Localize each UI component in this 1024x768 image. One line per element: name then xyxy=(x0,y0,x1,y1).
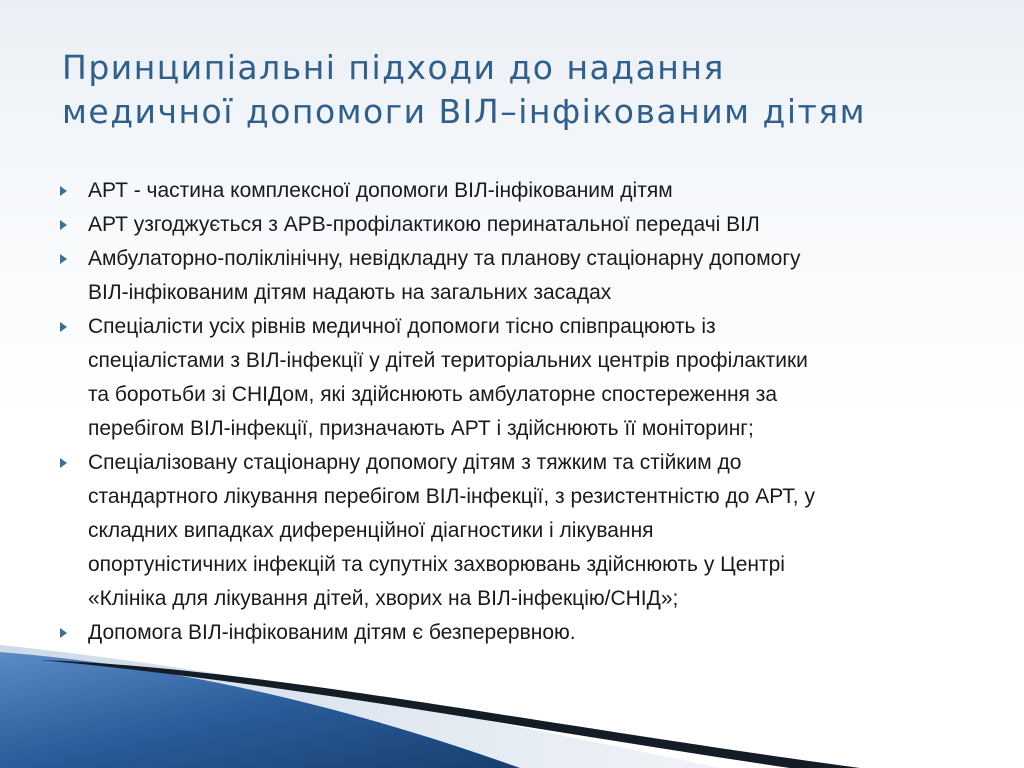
bullet-text: стандартного лікування перебігом ВІЛ-інфекції, з резистентністю до АРТ, у xyxy=(88,485,815,508)
bullet-text: перебігом ВІЛ-інфекції, призначають АРТ і здійснюють її моніторинг; xyxy=(88,417,754,440)
slide-title xyxy=(62,46,982,134)
bullet-item xyxy=(58,174,998,208)
triangle-bullet-icon xyxy=(60,628,67,638)
slide-title-line-2: медичної допомоги ВІЛ–інфікованим дітям xyxy=(62,92,866,131)
bullet-list xyxy=(58,174,998,650)
bullet-text: спеціалістами з ВІЛ-інфекції у дітей територіальних центрів профілактики xyxy=(88,349,808,372)
bullet-item xyxy=(58,446,998,616)
triangle-bullet-icon xyxy=(60,322,67,332)
bullet-item xyxy=(58,208,998,242)
triangle-bullet-icon xyxy=(60,254,67,264)
bullet-text: та боротьби зі СНІДом, які здійснюють амбулаторне спостереження за xyxy=(88,383,778,406)
triangle-bullet-icon xyxy=(60,220,67,230)
bullet-text: Спеціалісти усіх рівнів медичної допомоги тісно співпрацюють із xyxy=(88,315,716,338)
bullet-text: АРТ - частина комплексної допомоги ВІЛ-інфікованим дітям xyxy=(88,179,673,202)
triangle-bullet-icon xyxy=(60,458,67,468)
bullet-text: ВІЛ-інфікованим дітям надають на загальних засадах xyxy=(88,281,612,304)
bullet-text: АРТ узгоджується з АРВ-профілактикою перинатальної передачі ВІЛ xyxy=(88,213,760,236)
slide-title-line-1: Принципіальні підходи до надання xyxy=(62,48,725,87)
bullet-text: Допомога ВІЛ-інфікованим дітям є безперервною. xyxy=(88,621,576,644)
bullet-item xyxy=(58,616,998,650)
bullet-text: Амбулаторно-поліклінічну, невідкладну та планову стаціонарну допомогу xyxy=(88,247,801,270)
bullet-text: Спеціалізовану стаціонарну допомогу дітям з тяжким та стійким до xyxy=(88,451,742,474)
bullet-item xyxy=(58,242,998,310)
bullet-text: опортуністичних інфекцій та супутніх захворювань здійснюють у Центрі xyxy=(88,553,785,576)
triangle-bullet-icon xyxy=(60,186,67,196)
bullet-text: «Клініка для лікування дітей, хворих на ВІЛ-інфекцію/СНІД»; xyxy=(88,587,679,610)
bullet-item xyxy=(58,310,998,446)
bullet-text: складних випадках диференційної діагностики і лікування xyxy=(88,519,654,542)
